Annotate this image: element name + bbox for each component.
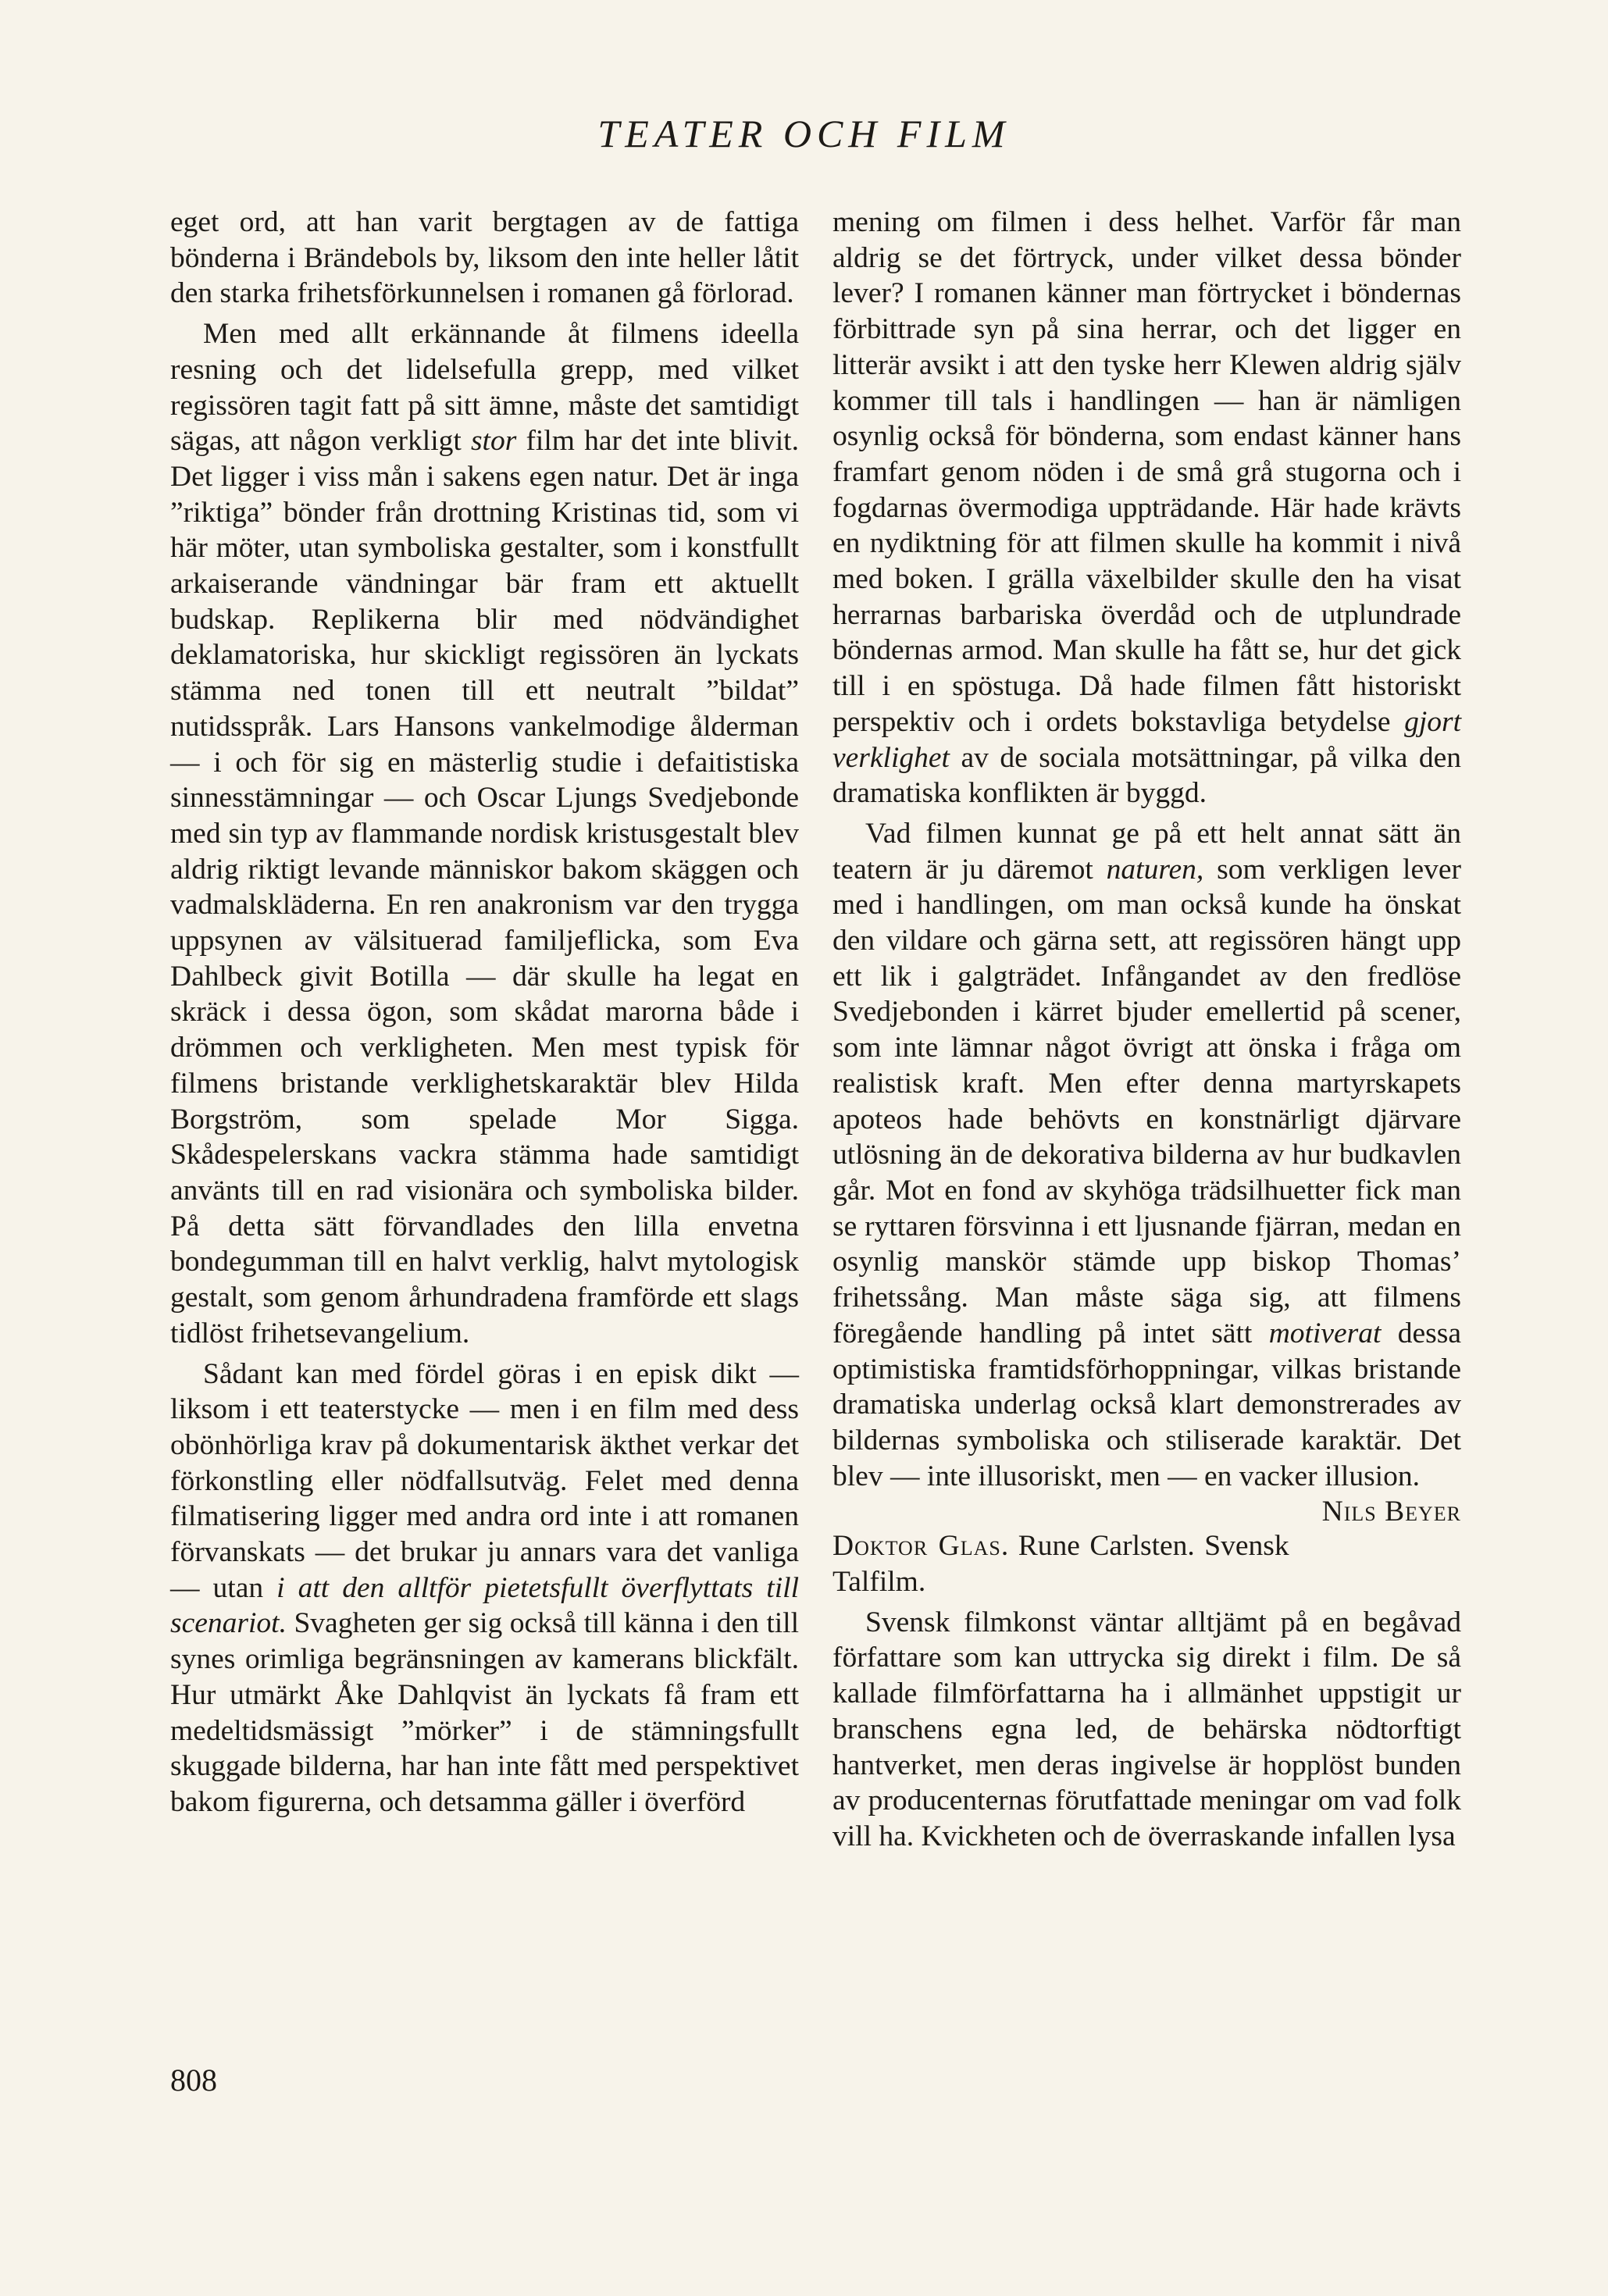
emphasis: motiverat	[1268, 1317, 1382, 1349]
paragraph	[833, 205, 1461, 811]
text-run: som verkligen lever med i handlingen, om man också kunde ha önskat den vildare och gärna sett, att regissören hängt upp ett lik i galgträdet. Infångandet av den fredlöse Svedjebonden i kärret bjuder emellertid på scener, som inte lämnar något övrigt att önska i fråga om realistisk kraft. Men efter denna martyrskapets apoteos hade behövts en konstnärligt djärvare utlösning än de dekorativa bilderna av hur budkavlen går. Mot en fond av skyhöga trädsilhuetter fick man se ryttaren försvinna i ett ljusnande fjärran, medan en osynlig manskör stämde upp biskop Thomas’ frihetssång. Man måste säga sig, att filmens föregående handling på intet sätt	[833, 853, 1461, 1349]
right-column	[833, 205, 1461, 1855]
review-title: Doktor Glas	[833, 1530, 1001, 1563]
text-run: film har det inte blivit. Det ligger i viss mån i sakens egen natur. Det är inga ”riktiga” bönder från drottning Kristinas tid, som vi här möter, utan symboliska gestalter, som i konstfullt arkaiserande vändningar bär fram ett aktuellt budskap. Replikerna blir med nödvändighet deklamatoriska, hur skickligt regissören än lyckats stämma ned tonen till ett neutralt ”bildat” nutidsspråk. Lars Hansons vankelmodige ålderman — i och för sig en mästerlig studie i defaitistiska sinnesstämningar — och Oscar Ljungs Svedjebonde med sin typ av flammande nordisk kristusgestalt blev aldrig riktigt levande människor bakom skäggen och vadmalskläderna. En ren anakronism var den trygga uppsynen av välsituerad familjeflicka, som Eva Dahlbeck givit Botilla — där skulle ha legat en skräck i dessa ögon, som skådat marorna både i drömmen och verkligheten. Men mest typisk för filmens bristande verklighetskaraktär blev Hilda Borgström, som spelade Mor Sigga. Skådespelerskans vackra stämma hade samtidigt använts till en rad visionära och symboliska bilder. På detta sätt förvandlades den lilla envetna bondegumman till en halvt verklig, halvt mytologisk gestalt, som genom århundradena framförde ett slags tidlöst frihetsevangelium.	[170, 425, 799, 1349]
text-run: Men med allt erkännande åt filmens ideella resning och det lidelsefulla grepp, med vilket regissören tagit fatt på sitt ämne, måste det samtidigt sägas, att någon verkligt	[170, 318, 799, 458]
text-run: mening om filmen i dess helhet. Varför får man aldrig se det förtryck, under vilket dessa bönder lever? I romanen känner man förtrycket i böndernas förbittrade syn på sina herrar, och det ligger en litterär avsikt i att den tyske herr Klewen aldrig själv kommer till tals i handlingen — han är nämligen osynlig också för bönderna, som endast känner hans framfart genom nöden i de små grå stugorna och i fogdarnas övermodiga uppträdande. Här hade krävts en nydiktning för att filmen skulle ha kommit i nivå med boken. I grälla växelbilder skulle den ha visat herrarnas barbariska överdåd och de utplundrade böndernas armod. Man skulle ha fått se, hur det gick till i en spöstuga. Då hade filmen fått historiskt perspektiv och i ordets bokstavliga betydelse	[833, 206, 1461, 738]
page-number: 808	[170, 2062, 217, 2098]
text-run: Svagheten ger sig också till känna i den till synes orimliga begränsningen av kamerans blickfält. Hur utmärkt Åke Dahlqvist än lyckats få fram ett medeltidsmässigt ”mörker” i de stämningsfullt skuggade bilderna, har han inte fått med perspektivet bakom figurerna, och detsamma gäller i överförd	[170, 1607, 799, 1818]
paragraph	[170, 1357, 799, 1820]
text-run: dessa optimistiska framtidsförhoppningar, vilkas bristande dramatiska underlag också klart demonstrerades av bildernas symboliska och stiliserade karaktär. Det blev — inte illusoriskt, men — en vacker illusion.	[833, 1317, 1462, 1492]
author-signature: Nils Beyer	[1321, 1496, 1461, 1528]
emphasis: stor	[470, 425, 517, 458]
emphasis: naturen,	[1106, 853, 1204, 886]
review-heading	[833, 1528, 1461, 1599]
text-run: av de sociala motsättningar, på vilka den dramatiska konflikten är byggd.	[833, 741, 1461, 810]
running-head: TEATER OCH FILM	[597, 112, 1011, 155]
text-run: Vad filmen kunnat ge på ett helt annat sätt än teatern är ju däremot	[833, 817, 1461, 886]
emphasis: i att den alltför pietetsfullt överflyttats till scenariot.	[170, 1571, 799, 1640]
paragraph: eget ord, att han varit bergtagen av de fattiga bönderna i Brändebols by, liksom den inte heller låtit den starka frihetsförkunnelsen i romanen gå förlorad.	[170, 206, 799, 310]
paragraph	[833, 816, 1462, 1528]
left-column	[170, 205, 799, 1820]
text-run: Sådant kan med fördel göras i en episk dikt — liksom i ett teaterstycke — men i en film med dess obönhörliga krav på dokumentarisk äkthet verkar det förkonstling eller nödfallsutväg. Felet med denna filmatisering ligger med andra ord inte i att romanen förvanskats — det brukar ju annars vara det vanliga — utan	[170, 1357, 799, 1604]
paragraph	[170, 316, 799, 1351]
emphasis: gjort verklighet	[833, 705, 1461, 774]
review-meta: . Rune Carlsten. Svensk Talfilm.	[833, 1530, 1289, 1599]
paragraph: Svensk filmkonst väntar alltjämt på en begåvad författare som kan uttrycka sig direkt i film. De så kallade filmförfattarna ha i allmänhet uppstigit ur branschens egna led, de behärska nödtorftigt hantverket, men deras ingivelse är hopplöst bunden av producenternas förutfattade meningar om vad folk vill ha. Kvickheten och de överraskande infallen lysa	[833, 1606, 1461, 1852]
